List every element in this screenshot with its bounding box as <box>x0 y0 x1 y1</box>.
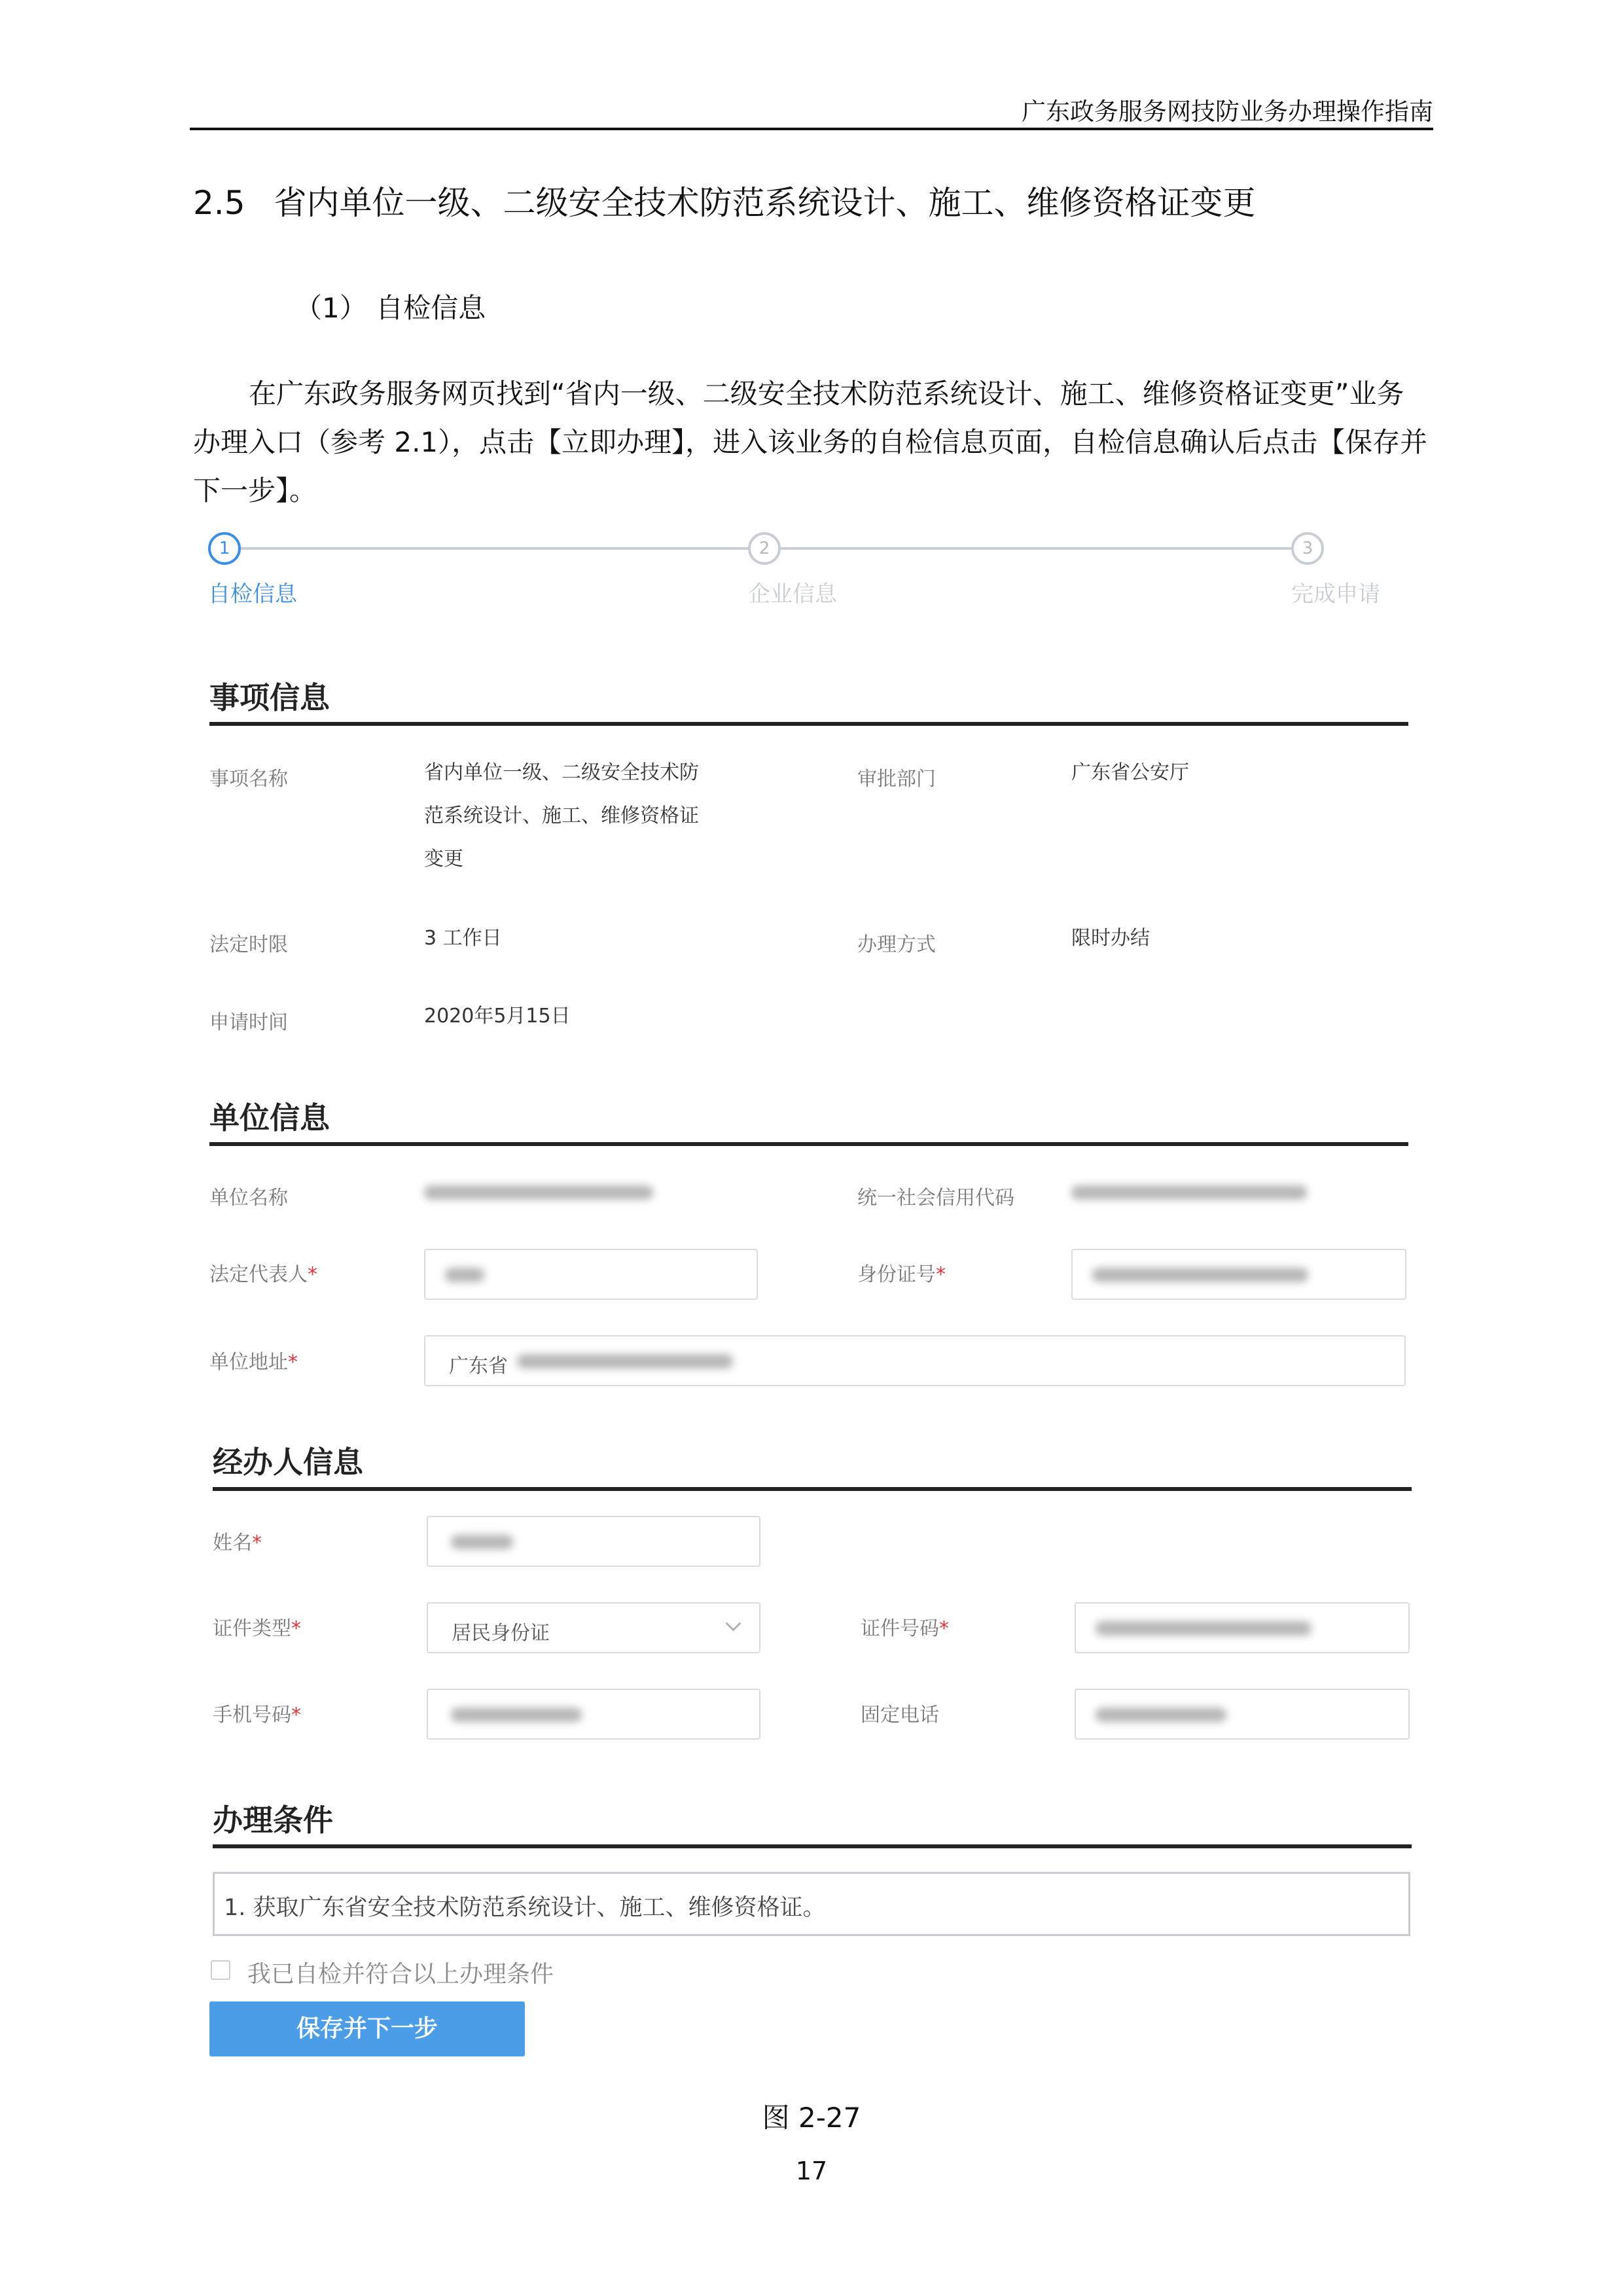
matter-name-value: 省内单位一级、二级安全技术防 范系统设计、施工、维修资格证 变更 <box>424 761 699 870</box>
cert-type-label: 证件类型* <box>213 1617 301 1640</box>
matter-name-label: 事项名称 <box>209 768 288 791</box>
cert-type-value: 居民身份证 <box>452 1622 550 1645</box>
mobile-label: 手机号码* <box>213 1704 301 1727</box>
legal-limit-value: 3 工作日 <box>424 927 502 950</box>
header-rule <box>190 128 1433 130</box>
page-number: 17 <box>795 2157 828 2185</box>
step-2-circle: 2 <box>748 532 781 565</box>
step-3-label: 完成申请 <box>1291 581 1380 607</box>
legal-limit-label: 法定时限 <box>209 933 288 956</box>
matter-info-rule <box>209 722 1408 726</box>
section-number: 2.5 <box>193 184 245 222</box>
phone-value-redacted <box>1096 1708 1226 1722</box>
cert-type-select[interactable] <box>427 1602 760 1653</box>
chevron-down-icon <box>725 1615 741 1631</box>
matter-info-title: 事项信息 <box>209 680 330 715</box>
credit-code-label: 统一社会信用代码 <box>857 1187 1014 1210</box>
unit-info-rule <box>209 1142 1408 1146</box>
credit-code-value-redacted <box>1071 1185 1307 1200</box>
handler-info-rule <box>213 1487 1412 1491</box>
conditions-rule <box>213 1844 1412 1848</box>
approval-dept-label: 审批部门 <box>857 768 936 791</box>
id-number-label: 身份证号* <box>857 1263 946 1286</box>
subsection-title: （1） 自检信息 <box>294 292 486 324</box>
step-3-circle: 3 <box>1291 532 1324 565</box>
legal-rep-value-redacted <box>445 1268 484 1282</box>
unit-address-input[interactable] <box>424 1335 1406 1386</box>
self-check-checkbox[interactable] <box>211 1960 230 1980</box>
figure-caption: 图 2-27 <box>762 2102 861 2134</box>
conditions-title: 办理条件 <box>213 1803 333 1838</box>
cert-number-value-redacted <box>1096 1621 1311 1636</box>
legal-rep-label: 法定代表人* <box>209 1263 317 1286</box>
step-1-circle[interactable]: 1 <box>208 532 241 565</box>
instruction-paragraph: 在广东政务服务网页找到“省内一级、二级安全技术防范系统设计、施工、维修资格证变更”业务办理入口（参考 2.1），点击【立即办理】，进入该业务的自检信息页面，自检信息确认后点击【保存并下一步】。 <box>193 378 1428 507</box>
save-next-button[interactable]: 保存并下一步 <box>209 2001 525 2056</box>
unit-name-label: 单位名称 <box>209 1187 288 1210</box>
handler-name-label: 姓名* <box>213 1532 262 1554</box>
handler-name-input[interactable] <box>427 1516 760 1567</box>
approval-dept-value: 广东省公安厅 <box>1071 761 1189 784</box>
unit-name-value-redacted <box>424 1185 653 1200</box>
legal-rep-input[interactable] <box>424 1249 758 1300</box>
unit-info-title: 单位信息 <box>209 1100 330 1136</box>
unit-address-value-redacted <box>517 1354 733 1369</box>
handler-info-title: 经办人信息 <box>213 1444 363 1480</box>
mobile-value-redacted <box>451 1708 582 1722</box>
unit-address-label: 单位地址* <box>209 1351 298 1374</box>
step-1-label[interactable]: 自检信息 <box>208 581 297 607</box>
stepper-line-1 <box>241 547 748 550</box>
conditions-box <box>213 1872 1410 1936</box>
handling-method-value: 限时办结 <box>1071 927 1150 950</box>
id-number-value-redacted <box>1092 1268 1308 1282</box>
cert-number-input[interactable] <box>1075 1602 1410 1653</box>
running-header: 广东政务服务网技防业务办理操作指南 <box>1022 98 1433 126</box>
step-2-label: 企业信息 <box>748 581 837 607</box>
cert-number-label: 证件号码* <box>861 1617 949 1640</box>
apply-date-label: 申请时间 <box>209 1011 288 1034</box>
section-title-text: 省内单位一级、二级安全技术防范系统设计、施工、维修资格证变更 <box>274 184 1256 222</box>
mobile-input[interactable] <box>427 1689 760 1740</box>
handler-name-value-redacted <box>451 1535 513 1549</box>
id-number-input[interactable] <box>1071 1249 1406 1300</box>
section-title <box>193 177 1256 224</box>
stepper-line-2 <box>781 547 1291 550</box>
unit-address-prefix: 广东省 <box>449 1355 508 1378</box>
phone-label: 固定电话 <box>861 1704 939 1727</box>
self-check-label[interactable]: 我已自检并符合以上办理条件 <box>247 1961 554 1988</box>
apply-date-value: 2020年5月15日 <box>424 1005 571 1028</box>
handling-method-label: 办理方式 <box>857 933 936 956</box>
condition-item: 1. 获取广东省安全技术防范系统设计、施工、维修资格证。 <box>224 1895 826 1921</box>
phone-input[interactable] <box>1075 1689 1410 1740</box>
